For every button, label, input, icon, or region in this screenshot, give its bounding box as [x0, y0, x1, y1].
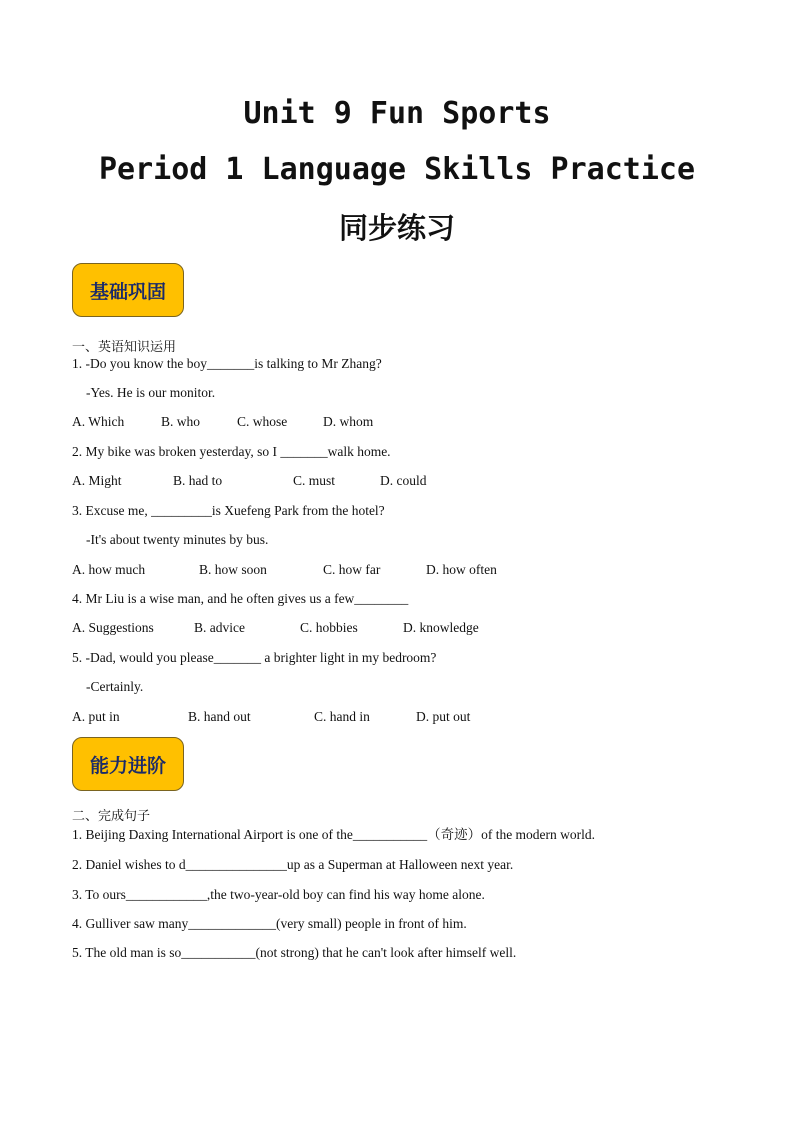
q3-option-b: B. how soon: [199, 562, 267, 577]
q4-option-b: B. advice: [194, 620, 245, 635]
q3-stem: 3. Excuse me, _________is Xuefeng Park from the hotel?: [72, 503, 385, 518]
q3-option-c: C. how far: [323, 562, 381, 577]
completion-item-3: 3. To ours____________,the two-year-old boy can find his way home alone.: [72, 887, 485, 902]
q1-stem: 1. -Do you know the boy_______is talking to Mr Zhang?: [72, 356, 382, 371]
q2-stem: 2. My bike was broken yesterday, so I _______walk home.: [72, 444, 391, 459]
completion-item-4: 4. Gulliver saw many_____________(very small) people in front of him.: [72, 916, 467, 931]
q1-option-d: D. whom: [323, 414, 374, 429]
q2-option-a: A. Might: [72, 473, 122, 488]
q4-stem: 4. Mr Liu is a wise man, and he often gives us a few________: [72, 591, 409, 606]
q1-option-c: C. whose: [237, 414, 288, 429]
title-line-1: Unit 9 Fun Sports: [243, 96, 551, 131]
q5-option-c: C. hand in: [314, 709, 370, 724]
q5-option-a: A. put in: [72, 709, 120, 724]
q2-option-b: B. had to: [173, 473, 223, 488]
q5-stem: 5. -Dad, would you please_______ a brighter light in my bedroom?: [72, 650, 437, 665]
q4-option-a: A. Suggestions: [72, 620, 154, 635]
q4-option-d: D. knowledge: [403, 620, 479, 635]
q5-reply: -Certainly.: [86, 679, 144, 694]
q1-reply: -Yes. He is our monitor.: [86, 385, 216, 400]
q3-option-a: A. how much: [72, 562, 146, 577]
section-badge-advanced: 能力进阶: [72, 737, 184, 791]
q2-option-d: D. could: [380, 473, 427, 488]
title-line-2: Period 1 Language Skills Practice: [98, 152, 696, 187]
q3-reply: -It's about twenty minutes by bus.: [86, 532, 269, 547]
title-line-3: 同步练习: [338, 211, 455, 245]
completion-item-1: 1. Beijing Daxing International Airport is one of the___________（奇迹）of the modern world.: [72, 827, 596, 842]
section2-heading: 二、完成句子: [72, 809, 151, 824]
section-badge-basic: 基础巩固: [72, 263, 184, 317]
q5-option-d: D. put out: [416, 709, 471, 724]
completion-item-2: 2. Daniel wishes to d_______________up as a Superman at Halloween next year.: [72, 857, 514, 872]
section1-heading: 一、英语知识运用: [72, 340, 177, 355]
q2-option-c: C. must: [293, 473, 336, 488]
completion-item-5: 5. The old man is so___________(not strong) that he can't look after himself well.: [72, 945, 517, 960]
q4-option-c: C. hobbies: [300, 620, 358, 635]
q1-option-b: B. who: [161, 414, 201, 429]
q5-option-b: B. hand out: [188, 709, 251, 724]
q3-option-d: D. how often: [426, 562, 497, 577]
q1-option-a: A. Which: [72, 414, 125, 429]
